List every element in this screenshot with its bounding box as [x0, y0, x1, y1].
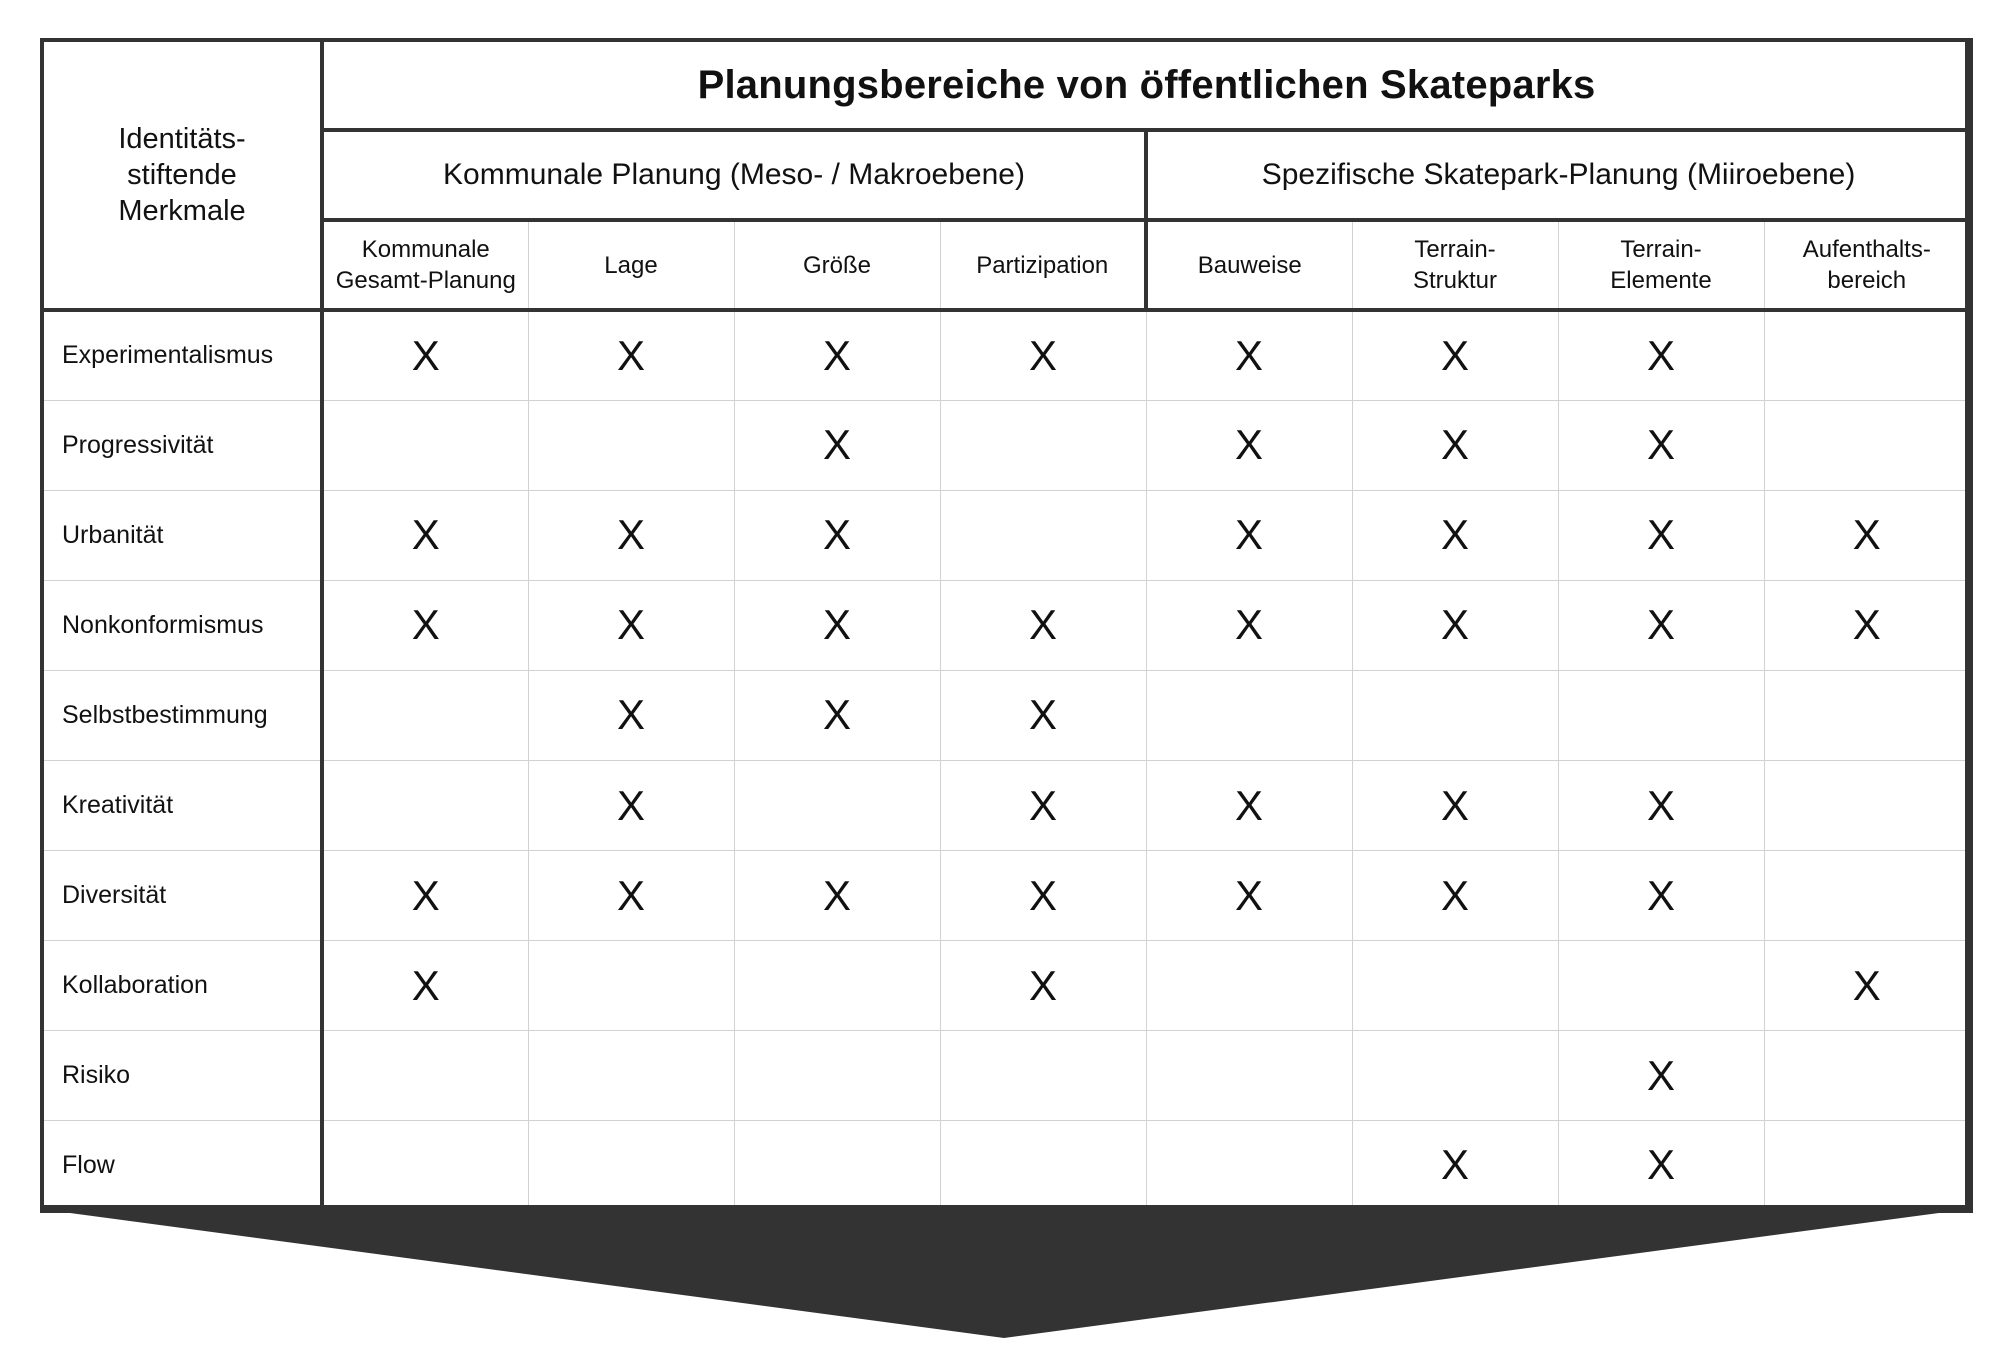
row-label: Flow	[42, 1121, 322, 1211]
group-header-row	[42, 130, 1971, 220]
table-row	[42, 580, 1971, 670]
empty-cell	[1764, 1031, 1971, 1121]
column-header-1: Kommunale Gesamt-Planung	[322, 220, 528, 310]
title-row	[42, 40, 1971, 130]
mark-cell-x: X	[528, 760, 734, 850]
corner-label-text: Identitäts- stiftende Merkmale	[118, 123, 246, 227]
empty-cell	[1146, 941, 1352, 1031]
table-row	[42, 400, 1971, 490]
planning-matrix-table	[40, 38, 1973, 1213]
mark-cell-x: X	[528, 580, 734, 670]
table-row	[42, 310, 1971, 400]
mark-cell-x: X	[528, 670, 734, 760]
empty-cell	[322, 400, 528, 490]
mark-cell-x: X	[322, 851, 528, 941]
empty-cell	[1352, 1031, 1558, 1121]
column-header-5: Bauweise	[1146, 220, 1352, 310]
mark-cell-x: X	[528, 490, 734, 580]
row-label: Kreativität	[42, 760, 322, 850]
empty-cell	[1146, 1031, 1352, 1121]
mark-cell-x: X	[1352, 580, 1558, 670]
mark-cell-x: X	[734, 310, 940, 400]
row-label: Diversität	[42, 851, 322, 941]
mark-cell-x: X	[1764, 941, 1971, 1031]
row-label: Nonkonformismus	[42, 580, 322, 670]
empty-cell	[1146, 1121, 1352, 1211]
empty-cell	[528, 1031, 734, 1121]
mark-cell-x: X	[1764, 580, 1971, 670]
mark-cell-x: X	[528, 310, 734, 400]
column-header-3: Größe	[734, 220, 940, 310]
empty-cell	[1764, 851, 1971, 941]
mark-cell-x: X	[940, 760, 1146, 850]
mark-cell-x: X	[734, 670, 940, 760]
mark-cell-x: X	[1558, 760, 1764, 850]
table-row	[42, 1121, 1971, 1211]
mark-cell-x: X	[322, 310, 528, 400]
mark-cell-x: X	[1558, 580, 1764, 670]
empty-cell	[1764, 400, 1971, 490]
empty-cell	[1352, 670, 1558, 760]
empty-cell	[528, 1121, 734, 1211]
mark-cell-x: X	[1558, 310, 1764, 400]
empty-cell	[1764, 670, 1971, 760]
empty-cell	[734, 1031, 940, 1121]
empty-cell	[1352, 941, 1558, 1031]
row-label: Progressivität	[42, 400, 322, 490]
mark-cell-x: X	[322, 490, 528, 580]
empty-cell	[940, 1121, 1146, 1211]
table-row	[42, 941, 1971, 1031]
mark-cell-x: X	[1146, 400, 1352, 490]
row-label: Selbstbestimmung	[42, 670, 322, 760]
mark-cell-x: X	[940, 851, 1146, 941]
mark-cell-x: X	[940, 941, 1146, 1031]
mark-cell-x: X	[1352, 400, 1558, 490]
mark-cell-x: X	[322, 941, 528, 1031]
table-row	[42, 1031, 1971, 1121]
row-label: Kollaboration	[42, 941, 322, 1031]
mark-cell-x: X	[1352, 1121, 1558, 1211]
mark-cell-x: X	[1146, 580, 1352, 670]
empty-cell	[1558, 941, 1764, 1031]
empty-cell	[940, 1031, 1146, 1121]
matrix-body	[42, 310, 1971, 1211]
empty-cell	[322, 1121, 528, 1211]
mark-cell-x: X	[734, 400, 940, 490]
empty-cell	[940, 400, 1146, 490]
empty-cell	[1558, 670, 1764, 760]
group-header-1: Kommunale Planung (Meso- / Makroebene)	[322, 130, 1146, 220]
table-row	[42, 490, 1971, 580]
empty-cell	[1764, 1121, 1971, 1211]
mark-cell-x: X	[1146, 310, 1352, 400]
empty-cell	[940, 490, 1146, 580]
row-label: Experimentalismus	[42, 310, 322, 400]
mark-cell-x: X	[940, 580, 1146, 670]
mark-cell-x: X	[940, 310, 1146, 400]
table-row	[42, 760, 1971, 850]
mark-cell-x: X	[940, 670, 1146, 760]
mark-cell-x: X	[1558, 1031, 1764, 1121]
table-row	[42, 851, 1971, 941]
mark-cell-x: X	[1352, 490, 1558, 580]
empty-cell	[322, 670, 528, 760]
empty-cell	[322, 760, 528, 850]
empty-cell	[1764, 310, 1971, 400]
empty-cell	[1146, 670, 1352, 760]
mark-cell-x: X	[1558, 400, 1764, 490]
empty-cell	[734, 760, 940, 850]
empty-cell	[1764, 760, 1971, 850]
mark-cell-x: X	[734, 490, 940, 580]
column-header-4: Partizipation	[940, 220, 1146, 310]
mark-cell-x: X	[1558, 1121, 1764, 1211]
mark-cell-x: X	[528, 851, 734, 941]
row-label: Urbanität	[42, 490, 322, 580]
row-label: Risiko	[42, 1031, 322, 1121]
empty-cell	[528, 400, 734, 490]
mark-cell-x: X	[1352, 760, 1558, 850]
table-row	[42, 670, 1971, 760]
empty-cell	[322, 1031, 528, 1121]
mark-cell-x: X	[1146, 490, 1352, 580]
column-header-8: Aufenthalts- bereich	[1764, 220, 1971, 310]
column-header-row	[42, 220, 1971, 310]
mark-cell-x: X	[1558, 490, 1764, 580]
mark-cell-x: X	[734, 580, 940, 670]
column-header-2: Lage	[528, 220, 734, 310]
down-arrow-icon	[40, 1209, 1969, 1338]
mark-cell-x: X	[1352, 310, 1558, 400]
empty-cell	[734, 941, 940, 1031]
group-header-2: Spezifische Skatepark-Planung (Miiroebene)	[1146, 130, 1971, 220]
mark-cell-x: X	[1558, 851, 1764, 941]
column-header-6: Terrain- Struktur	[1352, 220, 1558, 310]
mark-cell-x: X	[1146, 760, 1352, 850]
mark-cell-x: X	[1352, 851, 1558, 941]
mark-cell-x: X	[322, 580, 528, 670]
table-title: Planungsbereiche von öffentlichen Skateparks	[322, 40, 1971, 130]
corner-label	[42, 40, 322, 310]
empty-cell	[528, 941, 734, 1031]
empty-cell	[734, 1121, 940, 1211]
column-header-7: Terrain- Elemente	[1558, 220, 1764, 310]
mark-cell-x: X	[1764, 490, 1971, 580]
mark-cell-x: X	[734, 851, 940, 941]
mark-cell-x: X	[1146, 851, 1352, 941]
